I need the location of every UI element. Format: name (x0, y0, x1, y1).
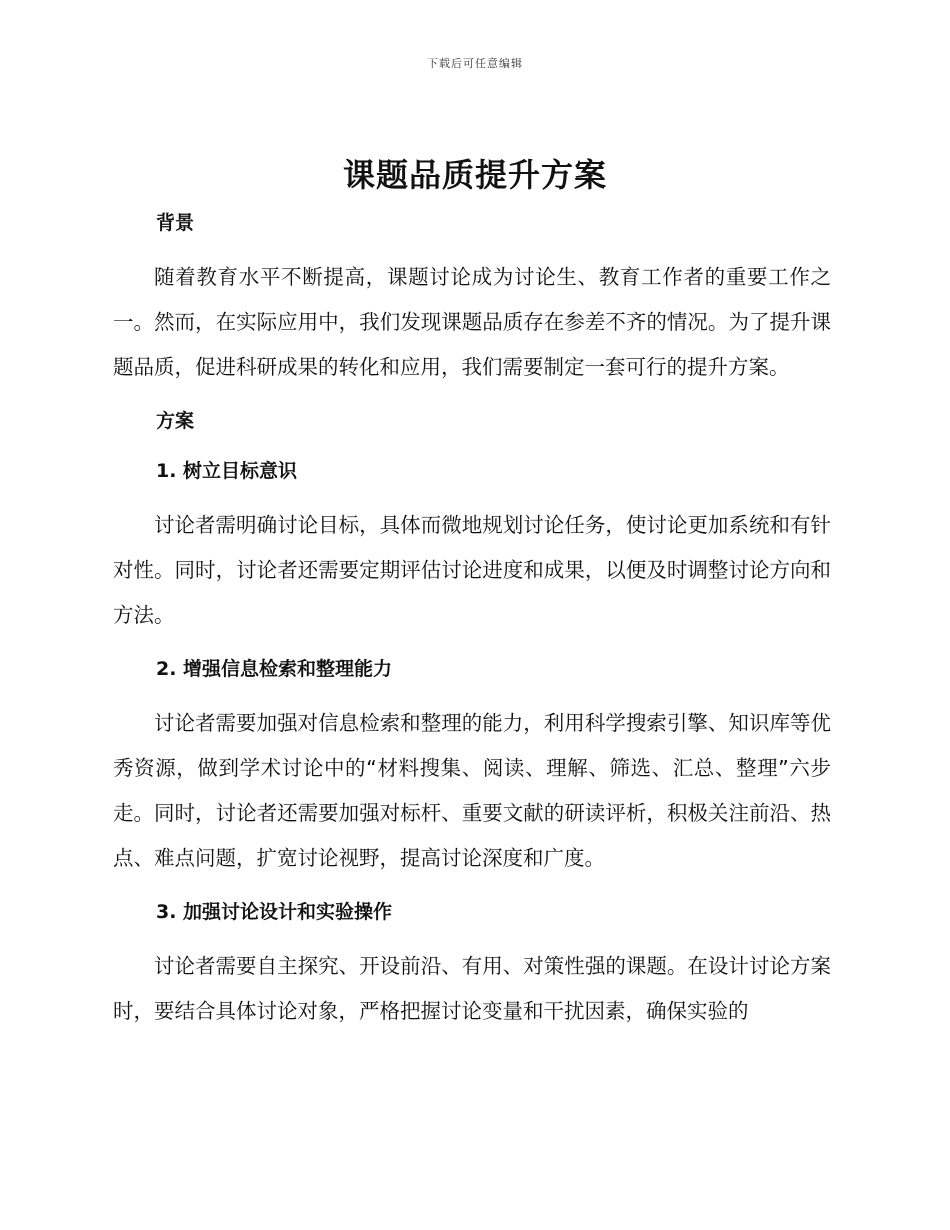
section-heading-design-experiment: 3. 加强讨论设计和实验操作 (156, 901, 393, 923)
paragraph-goal-awareness: 讨论者需明确讨论目标，具体而微地规划讨论任务，使讨论更加系统和有针对性。同时，讨论者还需要定期评估讨论进度和成果，以便及时调整讨论方向和方法。 (113, 513, 831, 627)
header-note: 下载后可任意编辑 (427, 57, 523, 70)
document-title: 课题品质提升方案 (342, 156, 607, 194)
document-body (113, 205, 831, 1034)
paragraph-background: 随着教育水平不断提高，课题讨论成为讨论生、教育工作者的重要工作之一。然而，在实际应用中，我们发现课题品质存在参差不齐的情况。为了提升课题品质，促进科研成果的转化和应用，我们需要制定一套可行的提升方案。 (113, 265, 831, 379)
section-heading-background: 背景 (156, 212, 195, 234)
section-heading-goal-awareness: 1. 树立目标意识 (156, 460, 298, 482)
paragraph-design-experiment: 讨论者需要自主探究、开设前沿、有用、对策性强的课题。在设计讨论方案时，要结合具体讨论对象，严格把握讨论变量和干扰因素，确保实验的 (113, 954, 831, 1023)
section-heading-plan: 方案 (156, 410, 195, 432)
section-heading-information-retrieval: 2. 增强信息检索和整理能力 (156, 658, 393, 680)
paragraph-information-retrieval: 讨论者需要加强对信息检索和整理的能力，利用科学搜索引擎、知识库等优秀资源，做到学术讨论中的“材料搜集、阅读、理解、筛选、汇总、整理”六步走。同时，讨论者还需要加强对标杆、重要文献的研读评析，积极关注前沿、热点、难点问题，扩宽讨论视野，提高讨论深度和广度。 (113, 711, 831, 870)
